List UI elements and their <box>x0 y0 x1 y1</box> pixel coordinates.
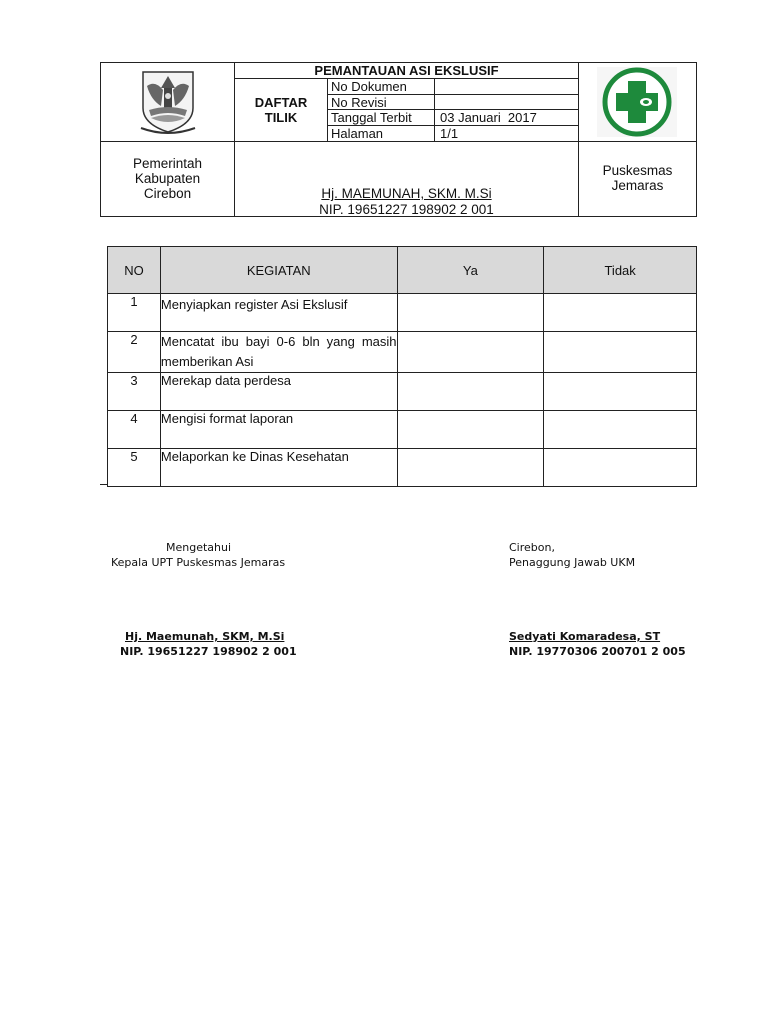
org-left-line3: Cirebon <box>143 186 192 201</box>
row-activity: Melaporkan ke Dinas Kesehatan <box>160 449 397 487</box>
org-left <box>101 156 234 201</box>
column-header-ya: Ya <box>397 247 544 294</box>
org-right <box>579 163 696 193</box>
column-header-kegiatan: KEGIATAN <box>160 247 397 294</box>
row-number: 4 <box>108 411 161 449</box>
puskesmas-logo <box>597 67 677 137</box>
document-type <box>235 95 327 125</box>
sign-left-name: Hj. Maemunah, SKM, M.Si <box>125 630 285 643</box>
header-signer-name: Hj. MAEMUNAH, SKM. M.Si <box>321 186 492 201</box>
sign-right-name: Sedyati Komaradesa, ST <box>509 630 661 643</box>
row-ya-cell[interactable] <box>397 373 544 411</box>
document-header <box>100 62 697 217</box>
sign-left-line2: Kepala UPT Puskesmas Jemaras <box>111 556 286 569</box>
field-label-no-dokumen: No Dokumen <box>331 79 407 94</box>
table-row <box>108 373 697 411</box>
column-header-no: NO <box>108 247 161 294</box>
row-number: 5 <box>108 449 161 487</box>
org-right-line2: Jemaras <box>611 178 664 193</box>
row-ya-cell[interactable] <box>397 449 544 487</box>
row-tidak-cell[interactable] <box>544 332 697 373</box>
table-row <box>108 332 697 373</box>
column-header-tidak: Tidak <box>544 247 697 294</box>
field-label-no-revisi: No Revisi <box>331 95 387 110</box>
sign-left-line1: Mengetahui <box>166 541 232 554</box>
row-tidak-cell[interactable] <box>544 294 697 332</box>
row-ya-cell[interactable] <box>397 294 544 332</box>
field-label-tanggal-terbit: Tanggal Terbit <box>331 110 412 125</box>
row-number: 3 <box>108 373 161 411</box>
table-row <box>108 449 697 487</box>
row-tidak-cell[interactable] <box>544 411 697 449</box>
org-right-line1: Puskesmas <box>602 163 673 178</box>
table-row <box>108 294 697 332</box>
table-row <box>108 411 697 449</box>
document-title: PEMANTAUAN ASI EKSLUSIF <box>314 63 499 78</box>
kabupaten-cirebon-logo <box>137 66 199 138</box>
checklist-table <box>107 246 697 487</box>
row-tidak-cell[interactable] <box>544 373 697 411</box>
table-bottom-rule <box>100 484 108 485</box>
sign-left-nip: NIP. 19651227 198902 2 001 <box>120 645 297 658</box>
row-activity: Mengisi format laporan <box>160 411 397 449</box>
table-header-row <box>108 247 697 294</box>
field-value-halaman: 1/1 <box>440 126 459 141</box>
row-activity: Menyiapkan register Asi Ekslusif <box>160 294 397 332</box>
header-signer-nip: NIP. 19651227 198902 2 001 <box>319 202 494 217</box>
row-activity: Mencatat ibu bayi 0-6 bln yang masih memberikan Asi <box>160 332 397 373</box>
row-ya-cell[interactable] <box>397 411 544 449</box>
field-label-halaman: Halaman <box>331 126 384 141</box>
field-value-tanggal-terbit: 03 Januari 2017 <box>440 110 537 125</box>
row-tidak-cell[interactable] <box>544 449 697 487</box>
row-ya-cell[interactable] <box>397 332 544 373</box>
sign-right-nip: NIP. 19770306 200701 2 005 <box>509 645 686 658</box>
sign-right-line1: Cirebon, <box>509 541 555 554</box>
row-activity: Merekap data perdesa <box>160 373 397 411</box>
row-number: 1 <box>108 294 161 332</box>
org-left-line2: Kabupaten <box>134 171 201 186</box>
document-type-line2: TILIK <box>264 110 298 125</box>
org-left-line1: Pemerintah <box>132 156 203 171</box>
sign-right-line2: Penaggung Jawab UKM <box>509 556 636 569</box>
document-type-line1: DAFTAR <box>254 95 308 110</box>
row-number: 2 <box>108 332 161 373</box>
